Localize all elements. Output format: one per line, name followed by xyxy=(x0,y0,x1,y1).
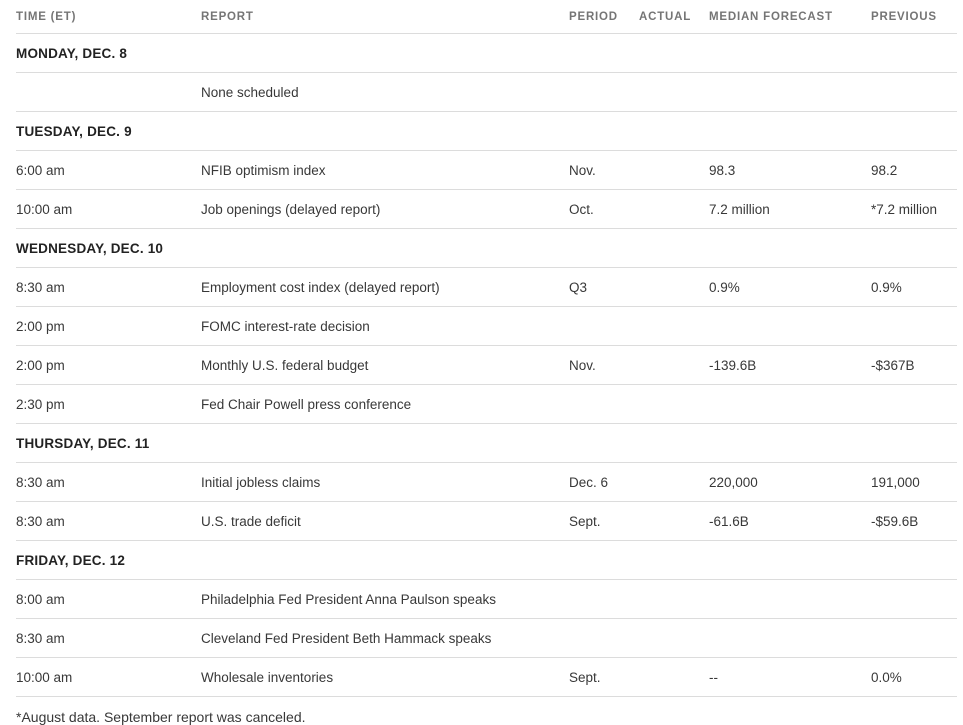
cell-forecast: 220,000 xyxy=(709,474,758,490)
day-header-label: WEDNESDAY, DEC. 10 xyxy=(16,240,164,256)
table-row xyxy=(16,268,957,307)
day-header-row xyxy=(16,34,957,73)
cell-forecast: -139.6B xyxy=(709,357,757,373)
table-footnote: *August data. September report was canceled. xyxy=(16,709,306,725)
cell-report: Philadelphia Fed President Anna Paulson speaks xyxy=(201,591,496,607)
cell-report: Initial jobless claims xyxy=(201,474,321,490)
table-row xyxy=(16,151,957,190)
cell-previous: 0.9% xyxy=(871,279,902,295)
cell-period: Oct. xyxy=(569,201,594,217)
cell-time: 2:00 pm xyxy=(16,357,65,373)
cell-time: 2:30 pm xyxy=(16,396,65,412)
table-header-row xyxy=(16,0,957,34)
day-header-label: THURSDAY, DEC. 11 xyxy=(16,435,150,451)
table-row xyxy=(16,619,957,658)
day-header-label: MONDAY, DEC. 8 xyxy=(16,45,128,61)
cell-previous: -$59.6B xyxy=(871,513,919,529)
column-header-report: REPORT xyxy=(201,10,254,23)
day-header-label: FRIDAY, DEC. 12 xyxy=(16,552,126,568)
cell-report: Wholesale inventories xyxy=(201,669,334,685)
cell-time: 8:30 am xyxy=(16,513,65,529)
cell-time: 10:00 am xyxy=(16,669,73,685)
cell-report: FOMC interest-rate decision xyxy=(201,318,370,334)
cell-forecast: -- xyxy=(709,669,718,685)
day-header-row xyxy=(16,424,957,463)
cell-forecast: -61.6B xyxy=(709,513,749,529)
cell-time: 8:30 am xyxy=(16,474,65,490)
cell-period: Dec. 6 xyxy=(569,474,609,490)
cell-previous: 98.2 xyxy=(871,162,898,178)
cell-time: 6:00 am xyxy=(16,162,65,178)
cell-time: 8:30 am xyxy=(16,279,65,295)
cell-time: 8:30 am xyxy=(16,630,65,646)
cell-period: Q3 xyxy=(569,279,588,295)
table-row xyxy=(16,190,957,229)
cell-report: Monthly U.S. federal budget xyxy=(201,357,369,373)
cell-period: Nov. xyxy=(569,162,596,178)
cell-previous: -$367B xyxy=(871,357,915,373)
cell-forecast: 0.9% xyxy=(709,279,740,295)
cell-forecast: 98.3 xyxy=(709,162,736,178)
cell-report: Employment cost index (delayed report) xyxy=(201,279,440,295)
table-row xyxy=(16,307,957,346)
cell-previous: 0.0% xyxy=(871,669,902,685)
cell-report: U.S. trade deficit xyxy=(201,513,301,529)
day-header-label: TUESDAY, DEC. 9 xyxy=(16,123,132,139)
cell-forecast: 7.2 million xyxy=(709,201,770,217)
cell-period: Nov. xyxy=(569,357,596,373)
cell-previous: *7.2 million xyxy=(871,201,938,217)
economic-calendar-table xyxy=(16,0,957,725)
table-row xyxy=(16,502,957,541)
day-header-row xyxy=(16,541,957,580)
cell-time: 10:00 am xyxy=(16,201,73,217)
column-header-actual: ACTUAL xyxy=(639,10,692,23)
cell-report: Cleveland Fed President Beth Hammack speaks xyxy=(201,630,492,646)
cell-previous: 191,000 xyxy=(871,474,920,490)
day-header-row xyxy=(16,112,957,151)
table-row xyxy=(16,346,957,385)
cell-report: Job openings (delayed report) xyxy=(201,201,381,217)
table-row xyxy=(16,463,957,502)
cell-period: Sept. xyxy=(569,513,601,529)
cell-report: Fed Chair Powell press conference xyxy=(201,396,412,412)
table-body xyxy=(16,34,957,697)
table-row xyxy=(16,73,957,112)
column-header-forecast: MEDIAN FORECAST xyxy=(709,10,833,23)
table-row xyxy=(16,385,957,424)
cell-time: 2:00 pm xyxy=(16,318,65,334)
day-header-row xyxy=(16,229,957,268)
table-row xyxy=(16,580,957,619)
column-header-period: PERIOD xyxy=(569,10,618,23)
cell-report: None scheduled xyxy=(201,84,299,100)
column-header-time: TIME (ET) xyxy=(16,10,77,23)
cell-time: 8:00 am xyxy=(16,591,65,607)
table-row xyxy=(16,658,957,697)
cell-period: Sept. xyxy=(569,669,601,685)
cell-report: NFIB optimism index xyxy=(201,162,326,178)
column-header-previous: PREVIOUS xyxy=(871,10,937,23)
